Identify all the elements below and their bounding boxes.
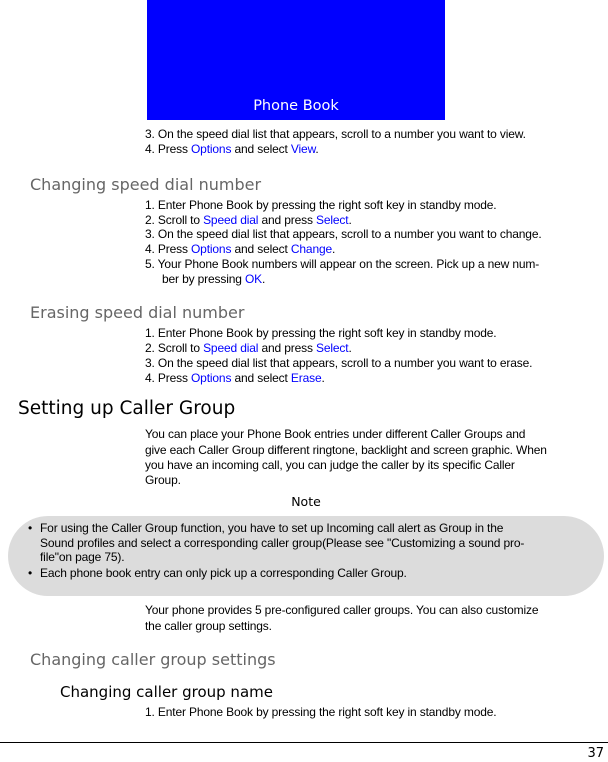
paragraph-line: You can place your Phone Book entries under different Caller Groups and — [145, 427, 526, 441]
note-line: file"on page 75). — [40, 550, 125, 564]
subsection-heading: Changing caller group name — [60, 683, 273, 701]
keyword: Speed dial — [203, 213, 259, 227]
section-heading: Changing caller group settings — [30, 650, 276, 669]
step-text — [145, 370, 325, 386]
text: and select — [231, 371, 291, 385]
step-text: 3. On the speed dial list that appears, scroll to a number you want to change. — [145, 227, 542, 241]
keyword: Change — [290, 242, 333, 256]
text: . — [348, 213, 352, 227]
section-heading: Erasing speed dial number — [30, 303, 245, 322]
text: . — [321, 371, 325, 385]
keyword: Select — [316, 341, 349, 355]
note-line: Each phone book entry can only pick up a corresponding Caller Group. — [40, 566, 407, 580]
page-number: 37 — [587, 746, 604, 761]
keyword: Select — [316, 213, 349, 227]
footer-divider — [0, 742, 608, 743]
text: . — [332, 242, 336, 256]
phone-screen-image — [147, 0, 445, 120]
step-text: 1. Enter Phone Book by pressing the right soft key in standby mode. — [145, 326, 497, 340]
screen-title: Phone Book — [253, 98, 339, 114]
note-line: For using the Caller Group function, you have to set up Incoming call alert as Group in the — [40, 521, 504, 535]
keyword: Erase — [290, 371, 322, 385]
text: . — [262, 272, 266, 286]
step-text: 1. Enter Phone Book by pressing the right soft key in standby mode. — [145, 705, 497, 719]
step-text: 5. Your Phone Book numbers will appear on the screen. Pick up a new num- — [145, 257, 540, 271]
text: and select — [231, 142, 291, 156]
step-text: 1. Enter Phone Book by pressing the right soft key in standby mode. — [145, 198, 497, 212]
text: ber by pressing — [162, 272, 245, 286]
text: 4. Press — [145, 142, 191, 156]
keyword: Options — [191, 371, 232, 385]
text: . — [315, 142, 319, 156]
text: 4. Press — [145, 242, 191, 256]
paragraph-line: Group. — [145, 473, 181, 487]
note-line: Sound profiles and select a corresponding caller group(Please see "Customizing a sound pro- — [40, 536, 525, 550]
keyword: View — [290, 142, 316, 156]
section-heading: Changing speed dial number — [30, 175, 262, 194]
text: and press — [258, 213, 317, 227]
step-text — [145, 241, 335, 257]
keyword: Speed dial — [203, 341, 259, 355]
chapter-heading: Setting up Caller Group — [18, 398, 236, 419]
keyword: Options — [191, 142, 232, 156]
step-text: 3. On the speed dial list that appears, scroll to a number you want to erase. — [145, 356, 533, 370]
text: and press — [258, 341, 317, 355]
paragraph-line: give each Caller Group different ringtone, backlight and screen graphic. When — [145, 443, 547, 457]
keyword: Options — [191, 242, 232, 256]
paragraph-line: you have an incoming call, you can judge the caller by its specific Caller — [145, 458, 515, 472]
step-text — [145, 340, 352, 356]
keyword: OK — [244, 272, 263, 286]
text: 2. Scroll to — [145, 341, 204, 355]
bullet-icon: • — [28, 521, 33, 535]
text: 4. Press — [145, 371, 191, 385]
text: . — [348, 341, 352, 355]
step-text — [145, 141, 319, 157]
paragraph-line: the caller group settings. — [145, 619, 272, 633]
text: and select — [231, 242, 291, 256]
step-text — [162, 271, 265, 287]
step-text: 3. On the speed dial list that appears, scroll to a number you want to view. — [145, 127, 526, 141]
bullet-icon: • — [28, 566, 33, 580]
text: 2. Scroll to — [145, 213, 204, 227]
note-title: Note — [291, 494, 321, 509]
paragraph-line: Your phone provides 5 pre-configured caller groups. You can also customize — [145, 603, 539, 617]
